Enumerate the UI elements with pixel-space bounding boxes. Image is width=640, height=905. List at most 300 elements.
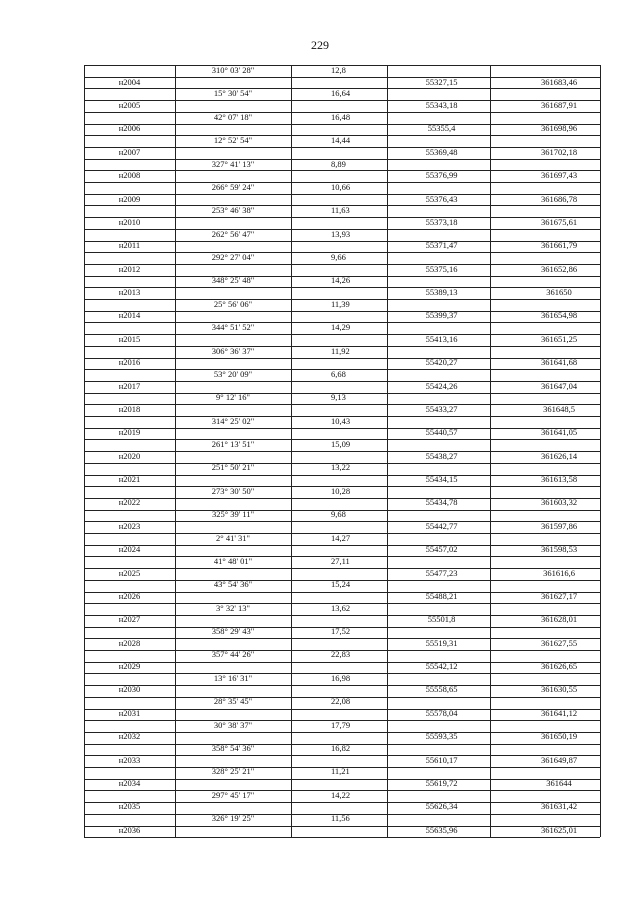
distance-cell: [291, 451, 387, 463]
x-coordinate-cell: 55578,04: [425, 707, 458, 718]
x-coordinate-cell: 55434,15: [425, 474, 458, 485]
segment-row: [84, 766, 600, 778]
x-coordinate-cell: [387, 509, 490, 521]
distance-cell: 14,22: [331, 789, 351, 800]
x-coordinate-cell: [387, 462, 490, 474]
table-row-divider: [84, 276, 600, 277]
y-coordinate-cell: 361626,65: [540, 661, 578, 672]
distance-cell: 11,39: [331, 298, 350, 309]
direction-angle-cell: [175, 264, 291, 276]
distance-cell: [291, 427, 387, 439]
table-row-divider: [84, 77, 600, 78]
x-coordinate-cell: [387, 112, 490, 124]
distance-cell: 9,13: [331, 392, 346, 403]
table-row-divider: [84, 545, 600, 546]
direction-angle-cell: 25° 56' 06": [213, 298, 253, 309]
direction-angle-cell: 28° 35' 45": [213, 696, 253, 707]
direction-angle-cell: 325° 39' 11": [211, 509, 255, 520]
y-coordinate-cell: [490, 205, 600, 217]
distance-cell: 9,68: [331, 509, 346, 520]
direction-angle-cell: 3° 32' 13": [216, 602, 250, 613]
table-column-divider: [600, 65, 601, 837]
point-row: [84, 497, 600, 509]
table-row-divider: [84, 814, 600, 815]
distance-cell: 14,26: [331, 275, 351, 286]
x-coordinate-cell: 55327,15: [425, 76, 458, 87]
point-row: [84, 264, 600, 276]
point-row: [84, 381, 600, 393]
x-coordinate-cell: 55542,12: [425, 661, 458, 672]
table-row-divider: [84, 205, 600, 206]
y-coordinate-cell: [490, 462, 600, 474]
distance-cell: [291, 708, 387, 720]
distance-cell: 11,21: [331, 766, 350, 777]
point-name-cell: н2036: [118, 824, 141, 835]
point-name-cell: [84, 556, 175, 568]
segment-row: [84, 439, 600, 451]
table-row-divider: [84, 194, 600, 195]
segment-row: [84, 416, 600, 428]
distance-cell: 14,44: [331, 135, 351, 146]
table-row-divider: [84, 252, 600, 253]
y-coordinate-cell: 361698,96: [540, 123, 578, 134]
x-coordinate-cell: 55440,57: [425, 427, 458, 438]
point-row: [84, 614, 600, 626]
x-coordinate-cell: 55413,16: [425, 333, 458, 344]
distance-cell: [291, 614, 387, 626]
table-row-divider: [84, 697, 600, 698]
y-coordinate-cell: 361641,68: [540, 357, 578, 368]
x-coordinate-cell: [387, 159, 490, 171]
distance-cell: 10,28: [331, 485, 351, 496]
segment-row: [84, 135, 600, 147]
table-row-divider: [84, 790, 600, 791]
distance-cell: 16,64: [331, 88, 351, 99]
direction-angle-cell: [175, 731, 291, 743]
segment-row: [84, 579, 600, 591]
y-coordinate-cell: [490, 392, 600, 404]
segment-row: [84, 88, 600, 100]
table-row-divider: [84, 732, 600, 733]
point-row: [84, 521, 600, 533]
direction-angle-cell: 12° 52' 54": [213, 135, 253, 146]
y-coordinate-cell: 361641,12: [540, 707, 578, 718]
point-name-cell: н2020: [118, 450, 141, 461]
point-name-cell: н2009: [118, 193, 141, 204]
direction-angle-cell: 43° 54' 36": [213, 579, 253, 590]
y-coordinate-cell: [490, 579, 600, 591]
point-row: [84, 427, 600, 439]
point-row: [84, 147, 600, 159]
direction-angle-cell: 266° 59' 24": [211, 181, 255, 192]
direction-angle-cell: 261° 13' 51": [211, 439, 255, 449]
point-name-cell: [84, 322, 175, 334]
table-row-divider: [84, 720, 600, 721]
point-row: [84, 638, 600, 650]
point-name-cell: н2024: [118, 544, 141, 555]
point-name-cell: н2015: [118, 333, 141, 344]
distance-cell: 14,27: [331, 532, 351, 543]
point-name-cell: н2022: [118, 497, 141, 508]
distance-cell: [291, 544, 387, 556]
point-name-cell: [84, 275, 175, 287]
x-coordinate-cell: 55626,34: [425, 801, 458, 812]
point-name-cell: [84, 603, 175, 615]
point-name-cell: н2035: [118, 801, 141, 812]
point-name-cell: [84, 486, 175, 498]
point-row: [84, 100, 600, 112]
point-row: [84, 194, 600, 206]
x-coordinate-cell: 55558,65: [425, 684, 458, 695]
distance-cell: 10,43: [331, 415, 351, 426]
segment-row: [84, 392, 600, 404]
y-coordinate-cell: 361697,43: [540, 170, 578, 181]
point-name-cell: н2018: [118, 403, 141, 414]
x-coordinate-cell: [387, 205, 490, 217]
x-coordinate-cell: 55501,8: [427, 614, 456, 625]
direction-angle-cell: 297° 45' 17": [211, 789, 255, 800]
segment-row: [84, 509, 600, 521]
distance-cell: 12,8: [331, 65, 346, 75]
x-coordinate-cell: 55519,31: [425, 637, 458, 648]
table-row-divider: [84, 638, 600, 639]
distance-cell: [291, 217, 387, 229]
table-row-divider: [84, 170, 600, 171]
table-row-divider: [84, 650, 600, 651]
point-name-cell: н2012: [118, 263, 141, 274]
point-name-cell: н2013: [118, 287, 141, 298]
y-coordinate-cell: [490, 112, 600, 124]
point-row: [84, 123, 600, 135]
coordinates-table: [84, 65, 600, 837]
direction-angle-cell: 358° 54' 36": [211, 742, 255, 753]
distance-cell: 9,66: [331, 252, 346, 262]
point-name-cell: н2034: [118, 777, 141, 788]
y-coordinate-cell: 361598,53: [540, 544, 578, 555]
direction-angle-cell: [175, 521, 291, 533]
direction-angle-cell: [175, 684, 291, 696]
point-name-cell: н2026: [118, 590, 141, 601]
distance-cell: 11,63: [331, 205, 350, 216]
x-coordinate-cell: [387, 229, 490, 241]
direction-angle-cell: 348° 25' 48": [211, 275, 255, 286]
y-coordinate-cell: 361613,58: [540, 474, 578, 485]
x-coordinate-cell: [387, 65, 490, 77]
point-name-cell: [84, 252, 175, 264]
distance-cell: [291, 194, 387, 206]
x-coordinate-cell: 55420,27: [425, 357, 458, 368]
direction-angle-cell: [175, 147, 291, 159]
x-coordinate-cell: 55438,27: [425, 450, 458, 461]
y-coordinate-cell: [490, 275, 600, 287]
segment-row: [84, 65, 600, 77]
point-name-cell: [84, 182, 175, 194]
y-coordinate-cell: [490, 509, 600, 521]
x-coordinate-cell: [387, 416, 490, 428]
direction-angle-cell: 53° 20' 09": [213, 368, 253, 379]
direction-angle-cell: 310° 03' 28": [211, 65, 255, 75]
point-name-cell: н2004: [118, 76, 141, 87]
segment-row: [84, 533, 600, 545]
distance-cell: [291, 497, 387, 509]
point-name-cell: [84, 65, 175, 77]
point-row: [84, 474, 600, 486]
segment-row: [84, 252, 600, 264]
direction-angle-cell: 273° 30' 50": [211, 485, 255, 496]
y-coordinate-cell: 361654,98: [540, 310, 578, 321]
direction-angle-cell: [175, 381, 291, 393]
point-row: [84, 661, 600, 673]
segment-row: [84, 182, 600, 194]
table-row-divider: [84, 603, 600, 604]
table-row-divider: [84, 767, 600, 768]
y-coordinate-cell: [490, 556, 600, 568]
x-coordinate-cell: 55457,02: [425, 544, 458, 555]
y-coordinate-cell: 361675,61: [540, 216, 578, 227]
point-name-cell: н2010: [118, 216, 141, 227]
distance-cell: 14,29: [331, 322, 351, 333]
table-row-divider: [84, 112, 600, 113]
table-row-divider: [84, 662, 600, 663]
y-coordinate-cell: 361647,04: [540, 380, 578, 391]
distance-cell: [291, 474, 387, 486]
x-coordinate-cell: [387, 392, 490, 404]
distance-cell: 17,79: [331, 719, 351, 730]
x-coordinate-cell: 55343,18: [425, 100, 458, 111]
distance-cell: [291, 404, 387, 416]
point-name-cell: н2025: [118, 567, 141, 578]
x-coordinate-cell: [387, 603, 490, 615]
x-coordinate-cell: 55399,37: [425, 310, 458, 321]
x-coordinate-cell: 55355,4: [427, 123, 456, 134]
distance-cell: [291, 521, 387, 533]
point-name-cell: н2017: [118, 380, 141, 391]
table-row-divider: [84, 264, 600, 265]
table-row-divider: [84, 580, 600, 581]
y-coordinate-cell: 361652,86: [540, 263, 578, 274]
point-name-cell: [84, 579, 175, 591]
x-coordinate-cell: [387, 649, 490, 661]
x-coordinate-cell: 55619,72: [425, 777, 458, 788]
y-coordinate-cell: 361649,87: [540, 754, 578, 765]
distance-cell: [291, 264, 387, 276]
x-coordinate-cell: [387, 322, 490, 334]
segment-row: [84, 603, 600, 615]
table-row-divider: [84, 241, 600, 242]
y-coordinate-cell: [490, 696, 600, 708]
direction-angle-cell: [175, 334, 291, 346]
direction-angle-cell: [175, 568, 291, 580]
distance-cell: 13,62: [331, 602, 351, 613]
direction-angle-cell: 326° 19' 25": [211, 813, 255, 823]
y-coordinate-cell: 361687,91: [540, 100, 578, 111]
distance-cell: 16,82: [331, 742, 351, 753]
y-coordinate-cell: 361616,6: [543, 567, 575, 578]
distance-cell: [291, 123, 387, 135]
point-row: [84, 357, 600, 369]
distance-cell: 22,83: [331, 649, 351, 660]
x-coordinate-cell: 55477,23: [425, 567, 458, 578]
table-row-divider: [84, 755, 600, 756]
distance-cell: [291, 638, 387, 650]
x-coordinate-cell: [387, 486, 490, 498]
x-coordinate-cell: [387, 439, 490, 451]
x-coordinate-cell: [387, 252, 490, 264]
x-coordinate-cell: 55593,35: [425, 731, 458, 742]
segment-row: [84, 205, 600, 217]
direction-angle-cell: 358° 29' 43": [211, 626, 255, 636]
table-row-divider: [84, 369, 600, 370]
direction-angle-cell: [175, 474, 291, 486]
table-row-divider: [84, 100, 600, 101]
point-name-cell: [84, 720, 175, 732]
direction-angle-cell: [175, 638, 291, 650]
direction-angle-cell: [175, 123, 291, 135]
direction-angle-cell: 41° 48' 01": [213, 555, 253, 566]
table-row-divider: [84, 159, 600, 160]
table-row-divider: [84, 779, 600, 780]
segment-row: [84, 673, 600, 685]
direction-angle-cell: 357° 44' 26": [211, 649, 255, 660]
point-name-cell: [84, 743, 175, 755]
table-row-divider: [84, 533, 600, 534]
direction-angle-cell: [175, 194, 291, 206]
y-coordinate-cell: [490, 135, 600, 147]
y-coordinate-cell: [490, 439, 600, 451]
table-row-divider: [84, 568, 600, 569]
direction-angle-cell: 314° 25' 02": [211, 415, 255, 426]
point-name-cell: н2027: [118, 614, 141, 625]
x-coordinate-cell: [387, 299, 490, 311]
x-coordinate-cell: 55371,47: [425, 240, 458, 251]
x-coordinate-cell: 55389,13: [425, 287, 458, 298]
table-row-divider: [84, 709, 600, 710]
direction-angle-cell: [175, 100, 291, 112]
y-coordinate-cell: [490, 486, 600, 498]
y-coordinate-cell: [490, 766, 600, 778]
point-row: [84, 240, 600, 252]
distance-cell: 27,11: [331, 555, 350, 566]
point-row: [84, 334, 600, 346]
point-name-cell: н2033: [118, 754, 141, 765]
direction-angle-cell: 328° 25' 21": [211, 766, 255, 777]
point-name-cell: [84, 299, 175, 311]
segment-row: [84, 556, 600, 568]
y-coordinate-cell: 361648,5: [543, 403, 575, 414]
distance-cell: [291, 684, 387, 696]
table-row-divider: [84, 346, 600, 347]
direction-angle-cell: 9° 12' 16": [216, 392, 250, 403]
y-coordinate-cell: 361644: [546, 777, 572, 788]
distance-cell: [291, 661, 387, 673]
table-row-divider: [84, 404, 600, 405]
point-name-cell: н2023: [118, 520, 141, 531]
table-row-divider: [84, 439, 600, 440]
y-coordinate-cell: [490, 533, 600, 545]
point-name-cell: [84, 439, 175, 451]
table-row-divider: [84, 673, 600, 674]
point-row: [84, 170, 600, 182]
x-coordinate-cell: [387, 369, 490, 381]
point-name-cell: [84, 159, 175, 171]
segment-row: [84, 696, 600, 708]
y-coordinate-cell: [490, 322, 600, 334]
y-coordinate-cell: [490, 252, 600, 264]
point-name-cell: н2030: [118, 684, 141, 695]
x-coordinate-cell: [387, 135, 490, 147]
table-row-divider: [84, 358, 600, 359]
table-row-divider: [84, 217, 600, 218]
distance-cell: 16,48: [331, 111, 351, 122]
table-row-divider: [84, 311, 600, 312]
segment-row: [84, 159, 600, 171]
x-coordinate-cell: 55442,77: [425, 520, 458, 531]
distance-cell: 17,52: [331, 626, 351, 636]
table-row-divider: [84, 182, 600, 183]
point-name-cell: [84, 369, 175, 381]
table-row-divider: [84, 463, 600, 464]
table-row-divider: [84, 229, 600, 230]
direction-angle-cell: 2° 41' 31": [216, 532, 250, 543]
table-row-divider: [84, 88, 600, 89]
x-coordinate-cell: [387, 696, 490, 708]
distance-cell: [291, 287, 387, 299]
distance-cell: 11,56: [331, 813, 350, 823]
y-coordinate-cell: [490, 88, 600, 100]
segment-row: [84, 743, 600, 755]
table-row-divider: [84, 826, 600, 827]
distance-cell: 15,24: [331, 579, 351, 590]
y-coordinate-cell: [490, 416, 600, 428]
x-coordinate-cell: 55488,21: [425, 590, 458, 601]
direction-angle-cell: 253° 46' 38": [211, 205, 255, 216]
distance-cell: [291, 310, 387, 322]
direction-angle-cell: [175, 170, 291, 182]
point-name-cell: [84, 205, 175, 217]
direction-angle-cell: [175, 77, 291, 89]
table-row-divider: [84, 802, 600, 803]
table-column-divider: [84, 65, 85, 837]
direction-angle-cell: [175, 661, 291, 673]
direction-angle-cell: [175, 217, 291, 229]
point-name-cell: [84, 346, 175, 358]
y-coordinate-cell: 361597,86: [540, 520, 578, 531]
segment-row: [84, 322, 600, 334]
x-coordinate-cell: 55433,27: [425, 403, 458, 414]
table-column-divider: [387, 65, 388, 837]
y-coordinate-cell: 361603,32: [540, 497, 578, 508]
y-coordinate-cell: 361686,78: [540, 193, 578, 204]
x-coordinate-cell: [387, 579, 490, 591]
table-row-divider: [84, 837, 600, 838]
direction-angle-cell: [175, 778, 291, 790]
y-coordinate-cell: [490, 346, 600, 358]
direction-angle-cell: [175, 497, 291, 509]
table-row-divider: [84, 428, 600, 429]
point-name-cell: [84, 626, 175, 638]
direction-angle-cell: [175, 357, 291, 369]
point-name-cell: [84, 509, 175, 521]
point-name-cell: н2032: [118, 731, 141, 742]
x-coordinate-cell: 55635,96: [425, 824, 458, 835]
point-name-cell: [84, 462, 175, 474]
segment-row: [84, 346, 600, 358]
y-coordinate-cell: [490, 182, 600, 194]
direction-angle-cell: 344° 51' 52": [211, 322, 255, 333]
table-column-divider: [490, 65, 491, 837]
y-coordinate-cell: [490, 720, 600, 732]
distance-cell: 11,92: [331, 345, 350, 356]
